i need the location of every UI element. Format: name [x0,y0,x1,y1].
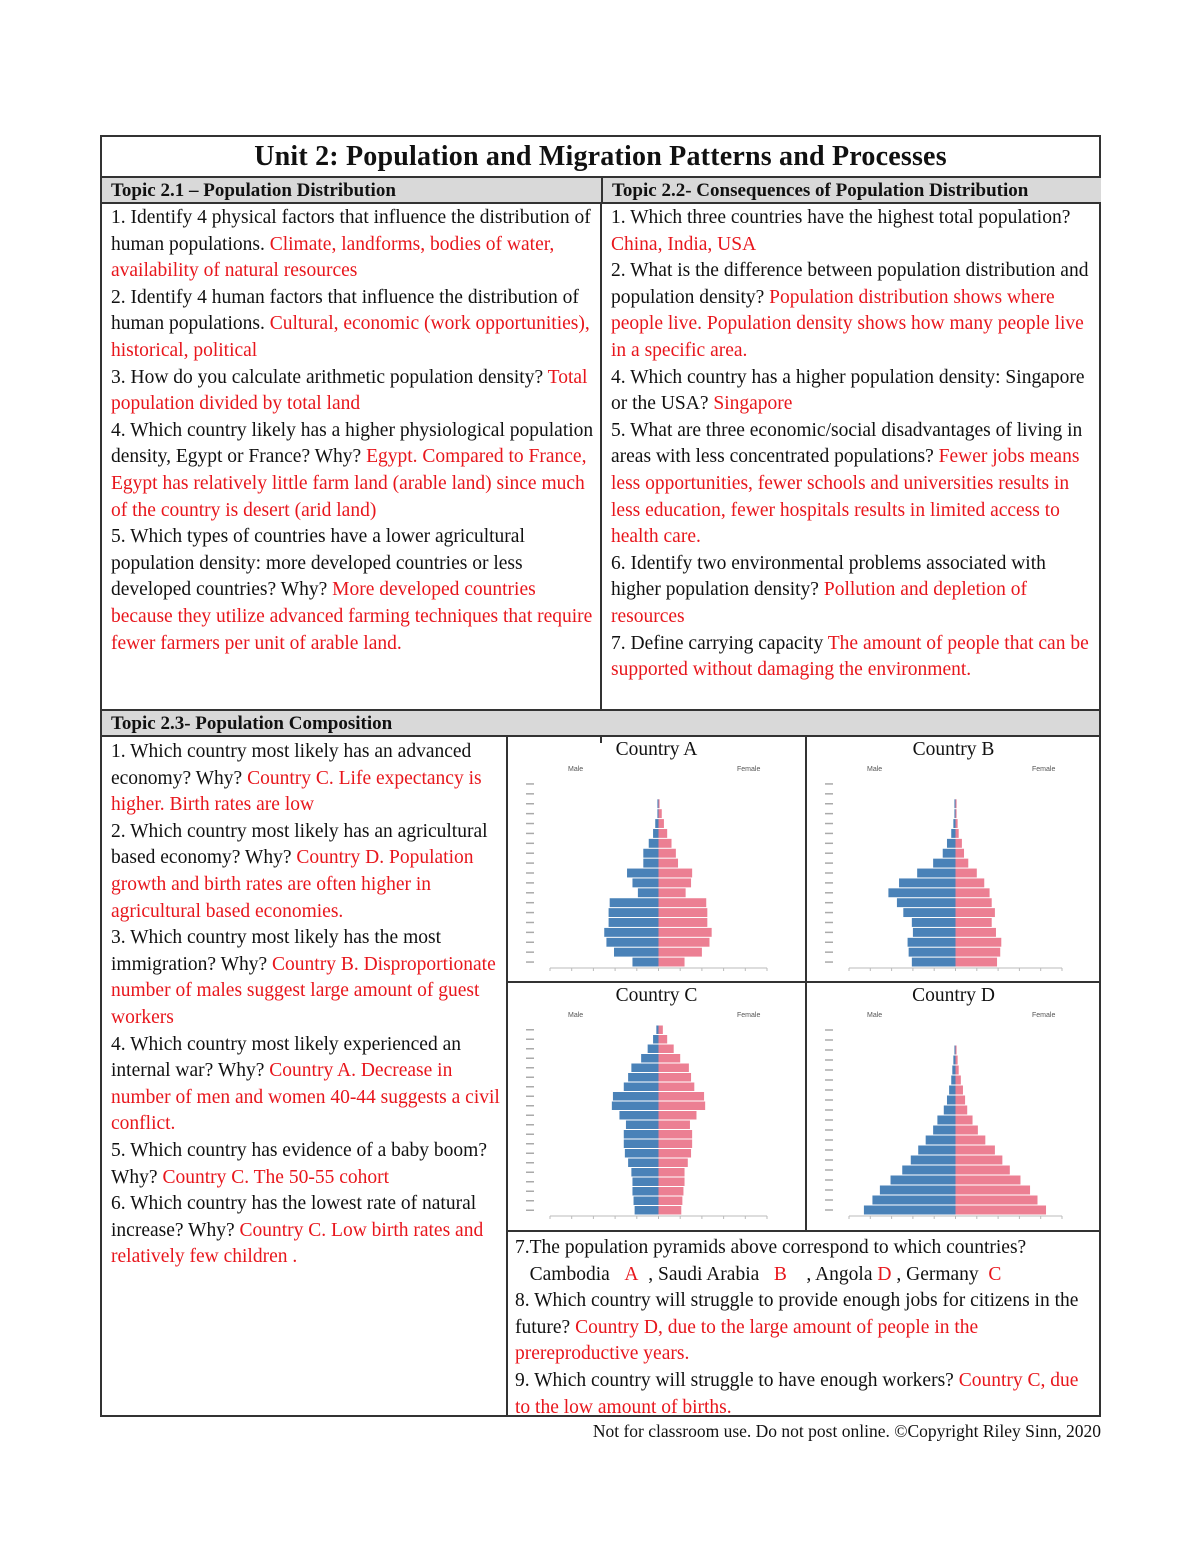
pyramid-bar-male [933,1126,955,1135]
pyramid-bar-female [659,1187,684,1196]
pyramid-bar-male [632,878,658,887]
answer: Country C, due to the low amount of births. [515,1369,1079,1418]
pyramid-bar-female [659,1073,692,1082]
pyramid-bar-female [956,948,1001,957]
pyramid-bar-female [659,1035,668,1044]
answer: China, India, USA [611,233,757,255]
pyramid-bar-male [902,1166,955,1175]
pyramid-bar-male [944,1106,956,1115]
pyramid-bar-female [659,928,712,937]
pyramid-bar-male [635,1206,659,1215]
pyramid-bar-male [628,1159,658,1168]
pyramid-bar-female [659,809,662,818]
pyramid-bar-male [624,1130,659,1139]
pyramid-country-a [508,737,805,981]
pyramid-bar-female [659,938,710,947]
pyramid-bar-male [951,829,955,838]
pyramid-bar-female [956,1076,961,1085]
pyramid-bar-female [956,1166,1010,1175]
topic-2-1-header: Topic 2.1 – Population Distribution [102,176,602,204]
answer: More developed countries because they utilize advanced farming techniques that require fewer farmers per unit of arable land. [111,579,593,654]
pyramid-bar-male [933,859,955,868]
pyramid-bar-male [653,1035,658,1044]
answer: Pollution and depletion of resources [611,579,1027,627]
pyramid-title: Country B [912,739,995,760]
legend-male: Male [867,766,883,773]
pyramid-bar-male [888,888,955,897]
pyramid-chart [508,983,805,1229]
answer: Country C. The 50-55 cohort [162,1166,390,1188]
pyramid-bar-female [956,839,962,848]
pyramid-bar-female [659,1026,663,1035]
pyramid-bar-male [954,799,955,808]
pyramid-bar-male [926,1136,956,1145]
topic-2-2-header: Topic 2.2- Consequences of Population Distribution [601,176,1101,204]
pyramid-bar-female [956,819,958,828]
pyramid-bar-female [659,1168,685,1177]
answer: Fewer jobs means less opportunities, fewer schools and universities results in less education, fewer hospitals results in limited access to health care. [611,446,1080,548]
pyramid-bar-female [659,799,660,808]
pyramid-bar-male [606,938,658,947]
pyramid-bar-male [612,1102,659,1111]
pyramid-bar-male [632,1178,658,1187]
answer: Country D. Population growth and birth rates are often higher in agricultural based economies. [111,847,474,922]
pyramid-bar-male [638,888,659,897]
pyramid-bar-male [909,948,956,957]
pyramid-bar-female [956,829,959,838]
topic-2-3-header: Topic 2.3- Population Composition [102,709,1099,737]
pyramid-bar-male [913,928,956,937]
pyramid-bar-male [632,958,658,967]
question: 2. Which country most likely has an agricultural based economy? Why? Country D. Population growth and birth rates are often higher in agricultural based economies. [111,820,488,922]
pyramid-bar-male [899,878,955,887]
pyramid-bar-female [659,829,668,838]
pyramid-bar-female [956,1136,986,1145]
pyramid-bar-female [956,908,995,917]
legend-female: Female [737,766,761,773]
pyramid-bar-male [953,819,955,828]
pyramid-bar-female [659,849,676,858]
pyramid-bar-female [956,1176,1021,1185]
pyramid-chart [508,737,805,981]
pyramid-bar-male [954,1046,955,1055]
pyramid-bar-male [614,948,658,957]
pyramid-chart [807,737,1100,981]
pyramid-bar-female [956,928,996,937]
answer: Country C. Low birth rates and relatively few children . [111,1219,484,1268]
question: 4. Which country has a higher population density: Singapore or the USA? Singapore [611,366,1085,415]
pyramid-bar-male [912,958,956,967]
pyramid-bar-male [613,1092,659,1101]
pyramid-bar-male [653,829,658,838]
pyramid-bar-male [917,869,955,878]
answer: Country A. Decrease in number of men and women 40-44 suggests a civil conflict. [111,1060,500,1135]
pyramid-bar-male [947,1096,956,1105]
pyramid-country-d [807,983,1100,1229]
answer: Country D, due to the large amount of people in the prereproductive years. [515,1316,979,1365]
pyramid-bar-female [956,1116,973,1125]
pyramid-bar-male [864,1206,956,1215]
question: 2. What is the difference between population distribution and population density? Population distribution shows where people live. Population density shows how many people live in a specific area. [611,260,1089,361]
pyramid-bar-female [659,1054,681,1063]
pyramid-bar-female [659,819,664,828]
pyramid-bar-female [956,1056,958,1065]
pyramid-bar-female [956,1206,1047,1215]
pyramid-bar-male [641,1054,658,1063]
pyramid-bar-male [952,1066,955,1075]
pyramid-title: Country D [912,985,995,1006]
pyramid-bar-female [659,1083,695,1092]
pyramid-bar-male [953,1056,955,1065]
pyramid-bar-male [626,1121,659,1130]
pyramid-bar-female [956,849,965,858]
answer: Country B. Disproportionate number of males suggest large amount of guest workers [111,953,496,1028]
pyramid-bar-female [659,1045,674,1054]
pyramid-bar-male [643,849,658,858]
pyramid-bar-male [625,1149,659,1158]
pyramid-bar-female [956,918,992,927]
pyramid-country-c [508,983,805,1229]
pyramid-bar-female [956,958,998,967]
pyramid-bar-female [659,948,702,957]
legend-female: Female [1032,766,1056,773]
pyramid-bar-female [956,1106,968,1115]
pyramid-bar-female [956,898,992,907]
pyramid-bar-female [659,1140,693,1149]
question: 4. Which country most likely experienced an internal war? Why? Country A. Decrease in number of men and women 40-44 suggests a civil conflict. [111,1033,500,1135]
pyramid-bar-male [619,1111,658,1120]
pyramid-bar-male [649,839,659,848]
pyramid-bar-male [891,1176,956,1185]
pyramid-bar-female [659,1121,690,1130]
pyramid-bar-female [956,1126,978,1135]
pyramid-bar-male [632,1187,658,1196]
pyramid-bar-male [937,1116,955,1125]
pyramid-bar-female [659,1111,697,1120]
pyramid-bar-female [956,878,985,887]
pyramid-bar-female [659,908,708,917]
question: 3. Which country most likely has the most immigration? Why? Country B. Disproportionate number of males suggest large amount of guest workers [111,927,496,1028]
pyramid-bar-male [947,839,956,848]
pyramid-bar-male [656,1026,658,1035]
pyramid-country-b [807,737,1100,981]
pyramid-bar-male [631,1168,658,1177]
pyramid-bar-female [659,878,692,887]
answer: Climate, landforms, bodies of water, availability of natural resources [111,233,555,282]
pyramid-bar-male [872,1196,955,1205]
pyramid-bar-female [659,839,672,848]
pyramid-bar-male [949,1086,955,1095]
pyramid-bar-male [897,898,956,907]
pyramid-bar-male [951,1076,955,1085]
pyramid-bar-male [609,918,659,927]
answer: Population distribution shows where people live. Population density shows how many people live in a specific area. [611,286,1084,361]
footer-copyright: Not for classroom use. Do not post online. ©Copyright Riley Sinn, 2020 [592,1421,1101,1441]
pyramid-bar-female [956,1156,1003,1165]
question: 6. Which country has the lowest rate of natural increase? Why? Country C. Low birth rates and relatively few children . [111,1193,484,1268]
pyramid-bar-female [659,1149,692,1158]
answer: Cultural, economic (work opportunities), historical, political [111,313,590,361]
pyramid-bar-male [643,859,658,868]
pyramid-bar-male [604,928,658,937]
pyramid-bar-female [956,1186,1031,1195]
answer: The amount of people that can be supported without damaging the environment. [611,632,1089,681]
question: 6. Identify two environmental problems associated with higher population density? Pollution and depletion of resources [611,552,1046,627]
pyramid-bar-female [659,869,693,878]
topic-2-3-questions [111,739,503,1271]
pyramid-bar-male [911,1156,956,1165]
pyramid-bar-female [659,859,679,868]
pyramid-bar-female [659,918,708,927]
pyramid-bar-female [956,938,1002,947]
question: 3. How do you calculate arithmetic population density? Total population divided by total land [111,366,588,415]
pyramid-bar-female [956,1096,966,1105]
pyramid-bar-male [657,809,658,818]
pyramid-bar-male [624,1083,659,1092]
divider [600,203,602,743]
legend-male: Male [867,1012,883,1019]
question-match: Cambodia A , Saudi Arabia B , Angola D , Germany C [529,1263,1002,1285]
pyramid-bar-male [943,849,956,858]
pyramid-bar-male [912,918,956,927]
pyramid-bar-female [659,1206,682,1215]
question: 5. Which types of countries have a lower agricultural population density: more developed countries or less developed countries? Why? More developed countries because they utilize advanced farming techniques that require fewer farmers per unit of arable land. [111,526,593,654]
pyramid-bar-female [956,859,969,868]
pyramid-title: Country A [615,739,698,760]
pyramid-bar-male [908,938,956,947]
pyramid-bar-female [659,958,685,967]
question: 7. Define carrying capacity The amount of people that can be supported without damaging the environment. [611,632,1089,681]
question: 5. What are three economic/social disadvantages of living in areas with less concentrated populations? Fewer jobs means less opportunities, fewer schools and universities results in less education, fewer hospitals results in limited access to health care. [611,419,1083,548]
pyramid-bar-male [628,1073,658,1082]
pyramid-bar-female [956,809,957,818]
pyramid-bar-female [956,888,990,897]
pyramid-bar-male [634,1197,659,1206]
pyramid-bar-female [659,898,707,907]
pyramid-bar-female [659,1197,683,1206]
pyramid-bar-male [609,908,659,917]
pyramid-questions [515,1235,1097,1421]
pyramid-bar-female [956,1196,1038,1205]
question: 9. Which country will struggle to have enough workers? Country C, due to the low amount of births. [515,1369,1079,1418]
pyramid-bar-male [627,869,658,878]
question: 7.The population pyramids above correspond to which countries? [515,1237,1027,1258]
pyramid-bar-female [659,1130,693,1139]
pyramid-bar-female [956,869,977,878]
topic-2-1-questions [111,205,595,657]
pyramid-bar-female [956,1046,957,1055]
topic-2-2-questions [611,205,1095,684]
legend-female: Female [737,1012,761,1019]
pyramid-bar-female [659,888,686,897]
pyramid-bar-female [659,1064,689,1073]
pyramid-bar-female [659,1102,706,1111]
answer: Total population divided by total land [111,366,588,415]
pyramid-title: Country C [615,985,698,1006]
pyramid-bar-male [657,799,658,808]
answer: Singapore [713,393,793,415]
pyramid-bar-male [903,908,955,917]
pyramid-bar-male [631,1064,658,1073]
pyramid-bar-female [956,1086,963,1095]
question: 4. Which country likely has a higher physiological population density, Egypt or France? Why? Egypt. Compared to France, Egypt has relatively little farm land (arable land) since much of the country is desert (arid land) [111,419,594,521]
pyramid-bar-female [956,1146,995,1155]
page-title: Unit 2: Population and Migration Patterns and Processes [254,141,947,172]
question: 1. Identify 4 physical factors that influence the distribution of human populations. Climate, landforms, bodies of water, availability of natural resources [111,207,591,282]
pyramid-bar-female [956,799,957,808]
worksheet [100,135,1101,1417]
pyramid-bar-female [956,1066,959,1075]
question: 5. Which country has evidence of a baby boom? Why? Country C. The 50-55 cohort [111,1139,487,1188]
pyramid-bar-male [655,819,658,828]
pyramid-bar-female [659,1178,685,1187]
pyramid-bar-male [624,1140,659,1149]
answer: Egypt. Compared to France, Egypt has relatively little farm land (arable land) since much of the country is desert (arid land) [111,446,587,521]
pyramid-bar-male [880,1186,956,1195]
pyramid-bar-female [659,1092,705,1101]
question: 1. Which country most likely has an advanced economy? Why? Country C. Life expectancy is higher. Birth rates are low [111,741,482,816]
pyramid-bar-male [918,1146,955,1155]
pyramid-bar-female [659,1159,688,1168]
legend-male: Male [568,1012,584,1019]
pyramid-chart [807,983,1100,1229]
legend-male: Male [568,766,584,773]
pyramid-bar-male [648,1045,659,1054]
divider [506,1230,1101,1232]
question: 8. Which country will struggle to provide enough jobs for citizens in the future? Country D, due to the large amount of people in the prereproductive years. [515,1290,1079,1365]
question: 1. Which three countries have the highest total population? China, India, USA [611,207,1071,255]
question: 2. Identify 4 human factors that influence the distribution of human populations. Cultural, economic (work opportunities), historical, political [111,286,590,361]
pyramid-bar-male [610,898,659,907]
answer: Country C. Life expectancy is higher. Birth rates are low [111,767,482,816]
legend-female: Female [1032,1012,1056,1019]
pyramid-bar-male [954,809,955,818]
